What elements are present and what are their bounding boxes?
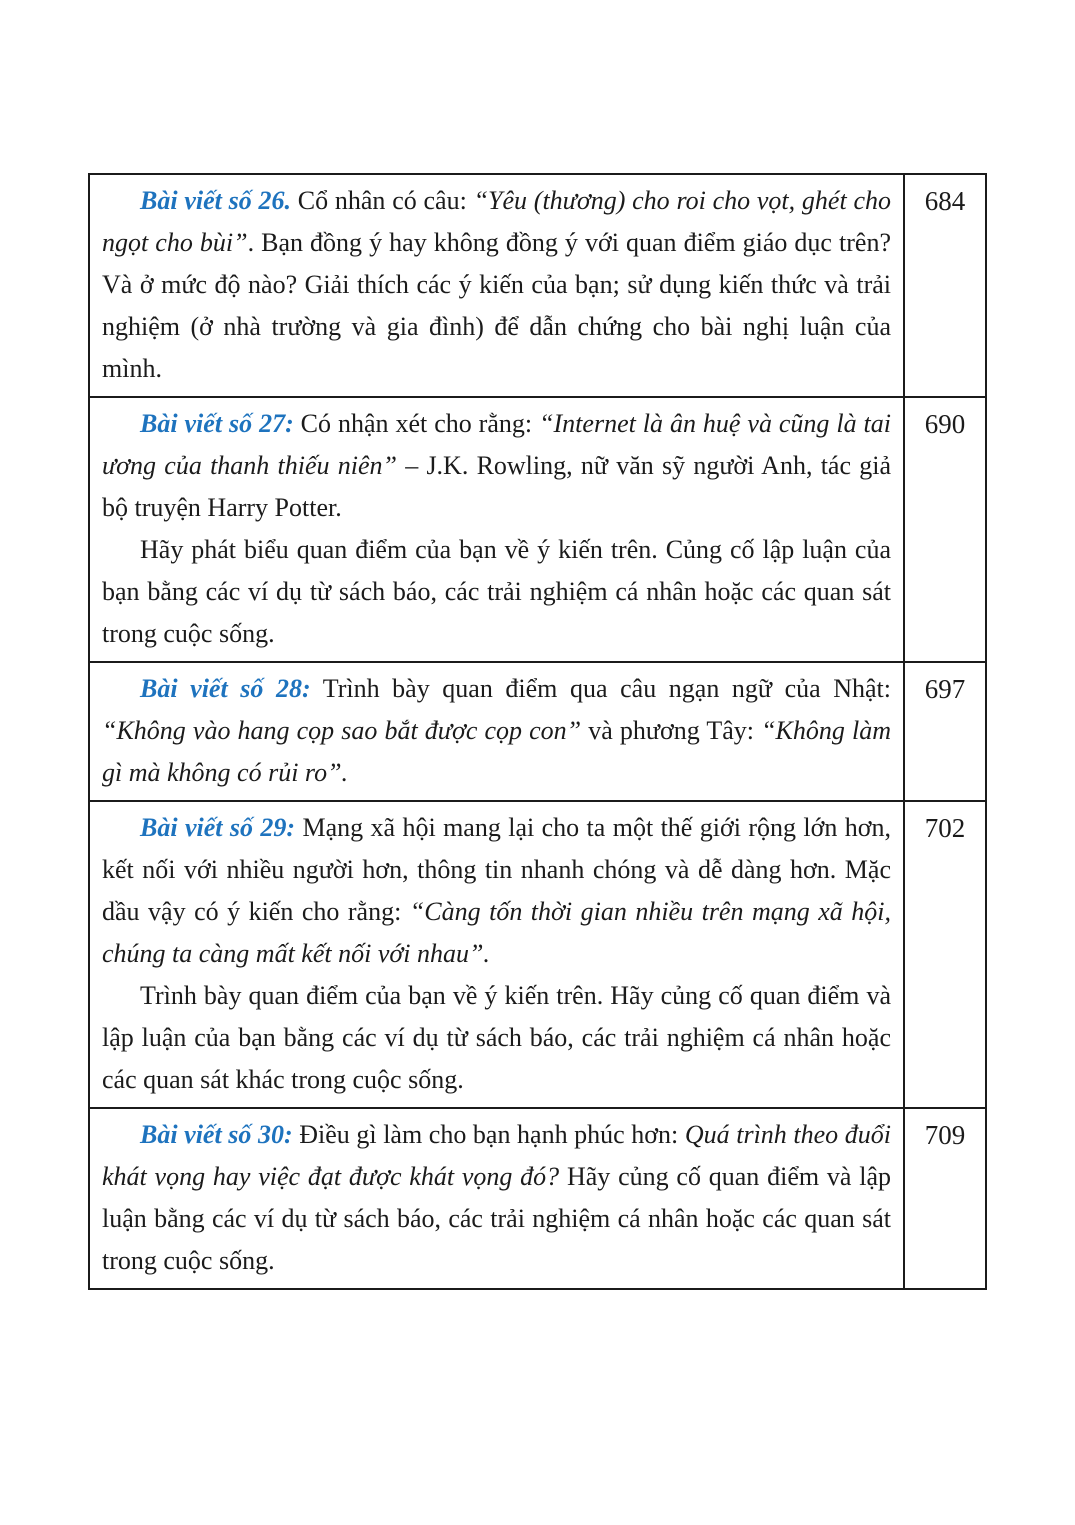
entry-text-cell — [90, 663, 905, 800]
entry-text-segment: Quá trình theo đuổi khát vọng hay việc đạt được khát vọng đó? — [102, 1120, 891, 1191]
entry-paragraph — [102, 403, 891, 529]
entry-text-segment: Điều gì làm cho bạn hạnh phúc hơn: — [292, 1120, 685, 1149]
table-row — [90, 398, 985, 663]
entry-text-cell — [90, 175, 905, 396]
entry-paragraph — [102, 529, 891, 655]
entry-page-number: 690 — [924, 409, 966, 439]
entry-paragraph — [102, 180, 891, 390]
entry-text-cell — [90, 1109, 905, 1288]
entry-label: Bài viết số 26. — [140, 186, 292, 215]
entry-text-segment: – J.K. Rowling, nữ văn sỹ người Anh, tác giả bộ truyện Harry Potter. — [102, 451, 891, 522]
contents-table — [88, 173, 987, 1290]
entry-text-segment: và phương Tây: — [581, 716, 762, 745]
entry-text-segment: “Không vào hang cọp sao bắt được cọp con” — [102, 716, 582, 745]
table-row — [90, 1109, 985, 1288]
table-row — [90, 802, 985, 1109]
entry-text-cell — [90, 802, 905, 1107]
table-row — [90, 663, 985, 802]
entry-paragraph — [102, 807, 891, 975]
entry-label: Bài viết số 29: — [140, 813, 296, 842]
entry-text-segment: Trình bày quan điểm của bạn về ý kiến trên. Hãy củng cố quan điểm và lập luận của bạn bằng các ví dụ từ sách báo, các trải nghiệm cá nhân hoặc các quan sát khác trong cuộc sống. — [102, 981, 891, 1094]
entry-text-segment: “Internet là ân huệ và cũng là tai ương của thanh thiếu niên” — [102, 409, 892, 480]
entry-page-number: 684 — [924, 186, 966, 216]
entry-text-segment: Cổ nhân có câu: — [291, 186, 474, 215]
entry-text-segment: “Không làm gì mà không có rủi ro”. — [102, 716, 891, 787]
entry-text-segment: Trình bày quan điểm qua câu ngạn ngữ của Nhật: — [310, 674, 891, 703]
entry-text-segment: “Yêu (thương) cho roi cho vọt, ghét cho ngọt cho bùi” — [102, 186, 891, 257]
entry-text-segment: . Bạn đồng ý hay không đồng ý với quan điểm giáo dục trên? Và ở mức độ nào? Giải thích các ý kiến của bạn; sử dụng kiến thức và trải nghiệm (ở nhà trường và gia đình) để dẫn chứng cho bài nghị luận của mình. — [102, 228, 891, 383]
entry-text-segment: Hãy phát biểu quan điểm của bạn về ý kiến trên. Củng cố lập luận của bạn bằng các ví dụ từ sách báo, các trải nghiệm cá nhân hoặc các quan sát trong cuộc sống. — [102, 535, 891, 648]
entry-page-number: 709 — [924, 1120, 966, 1150]
entry-label: Bài viết số 30: — [140, 1120, 293, 1149]
entry-text-segment: “Càng tốn thời gian nhiều trên mạng xã hội, chúng ta càng mất kết nối với nhau”. — [102, 897, 891, 968]
entry-label: Bài viết số 28: — [140, 674, 311, 703]
entry-label: Bài viết số 27: — [140, 409, 294, 438]
entry-paragraph — [102, 668, 891, 794]
entry-page-number: 697 — [924, 674, 966, 704]
entry-page-number: 702 — [924, 813, 966, 843]
entry-text-segment: Hãy củng cố quan điểm và lập luận bằng các ví dụ từ sách báo, các trải nghiệm cá nhân hoặc các quan sát trong cuộc sống. — [102, 1162, 891, 1275]
table-row — [90, 175, 985, 398]
entry-text-cell — [90, 398, 905, 661]
entry-paragraph — [102, 1114, 891, 1282]
entry-text-segment: Mạng xã hội mang lại cho ta một thế giới rộng lớn hơn, kết nối với nhiều người hơn, thông tin nhanh chóng và dễ dàng hơn. Mặc dầu vậy có ý kiến cho rằng: — [102, 813, 891, 926]
entry-text-segment: Có nhận xét cho rằng: — [293, 409, 540, 438]
entry-paragraph — [102, 975, 891, 1101]
